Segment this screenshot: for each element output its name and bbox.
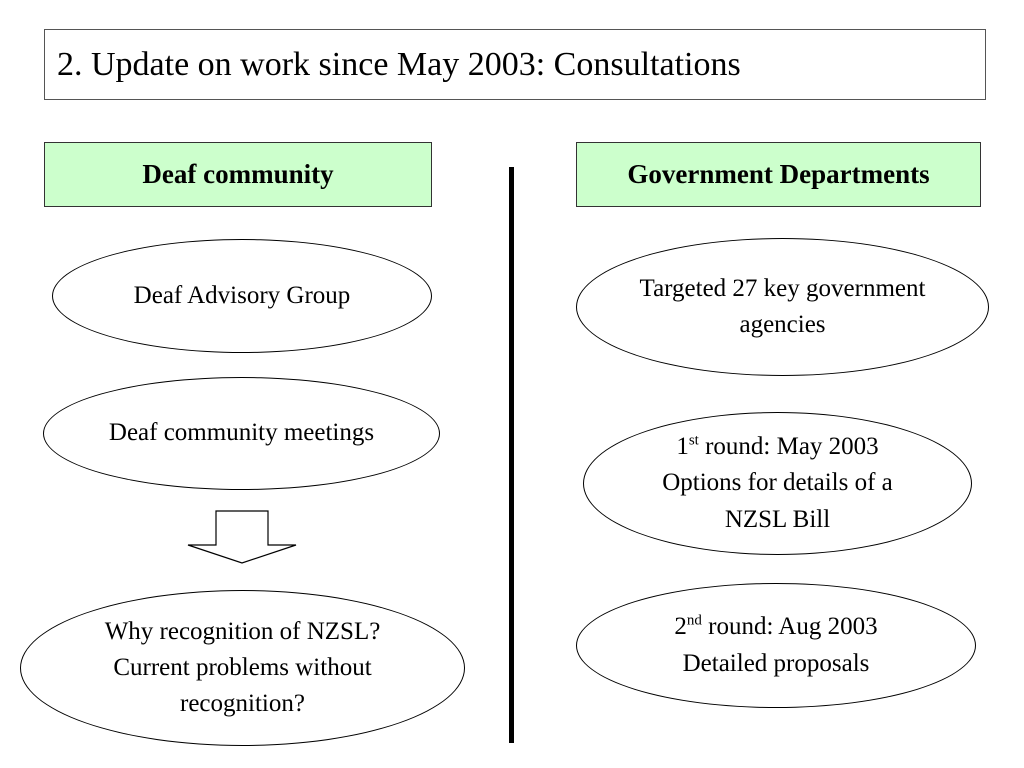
node-text-line-3: recognition? bbox=[180, 690, 305, 718]
round-ordinal-suffix: nd bbox=[686, 612, 702, 629]
node-text-line-2: Options for details of a bbox=[662, 469, 893, 497]
node-text-line-1: Why recognition of NZSL? bbox=[104, 617, 381, 645]
node-text-line-1: Targeted 27 key government bbox=[639, 274, 926, 302]
deaf-community-header-text: Deaf community bbox=[142, 159, 334, 189]
node-text-line-2: Current problems without bbox=[113, 653, 372, 681]
slide-title-text: 2. Update on work since May 2003: Consultations bbox=[57, 45, 741, 83]
why-recognition-node bbox=[20, 590, 465, 746]
round-number: 2 bbox=[674, 613, 687, 641]
node-text-line-3: NZSL Bill bbox=[724, 505, 831, 533]
deaf-advisory-group-node bbox=[52, 239, 432, 353]
round-heading bbox=[674, 609, 877, 645]
round-date: round: May 2003 bbox=[698, 433, 879, 461]
slide-title bbox=[44, 29, 986, 100]
round-ordinal-suffix: st bbox=[688, 432, 699, 449]
node-text-line-2: agencies bbox=[739, 311, 826, 338]
second-round-node bbox=[576, 583, 976, 708]
deaf-community-header bbox=[44, 142, 432, 207]
government-departments-header bbox=[576, 142, 981, 207]
down-arrow-icon bbox=[186, 510, 298, 565]
government-departments-header-text: Government Departments bbox=[627, 159, 930, 189]
round-number: 1 bbox=[676, 433, 689, 461]
node-text: Deaf community meetings bbox=[108, 419, 375, 447]
node-text: Deaf Advisory Group bbox=[133, 281, 351, 309]
node-text-line-2: Detailed proposals bbox=[682, 649, 870, 677]
first-round-node bbox=[583, 412, 972, 555]
column-divider bbox=[509, 167, 514, 743]
round-date: round: Aug 2003 bbox=[701, 613, 878, 641]
deaf-community-meetings-node bbox=[43, 377, 440, 490]
targeted-agencies-node bbox=[576, 238, 989, 376]
round-heading bbox=[676, 429, 878, 465]
